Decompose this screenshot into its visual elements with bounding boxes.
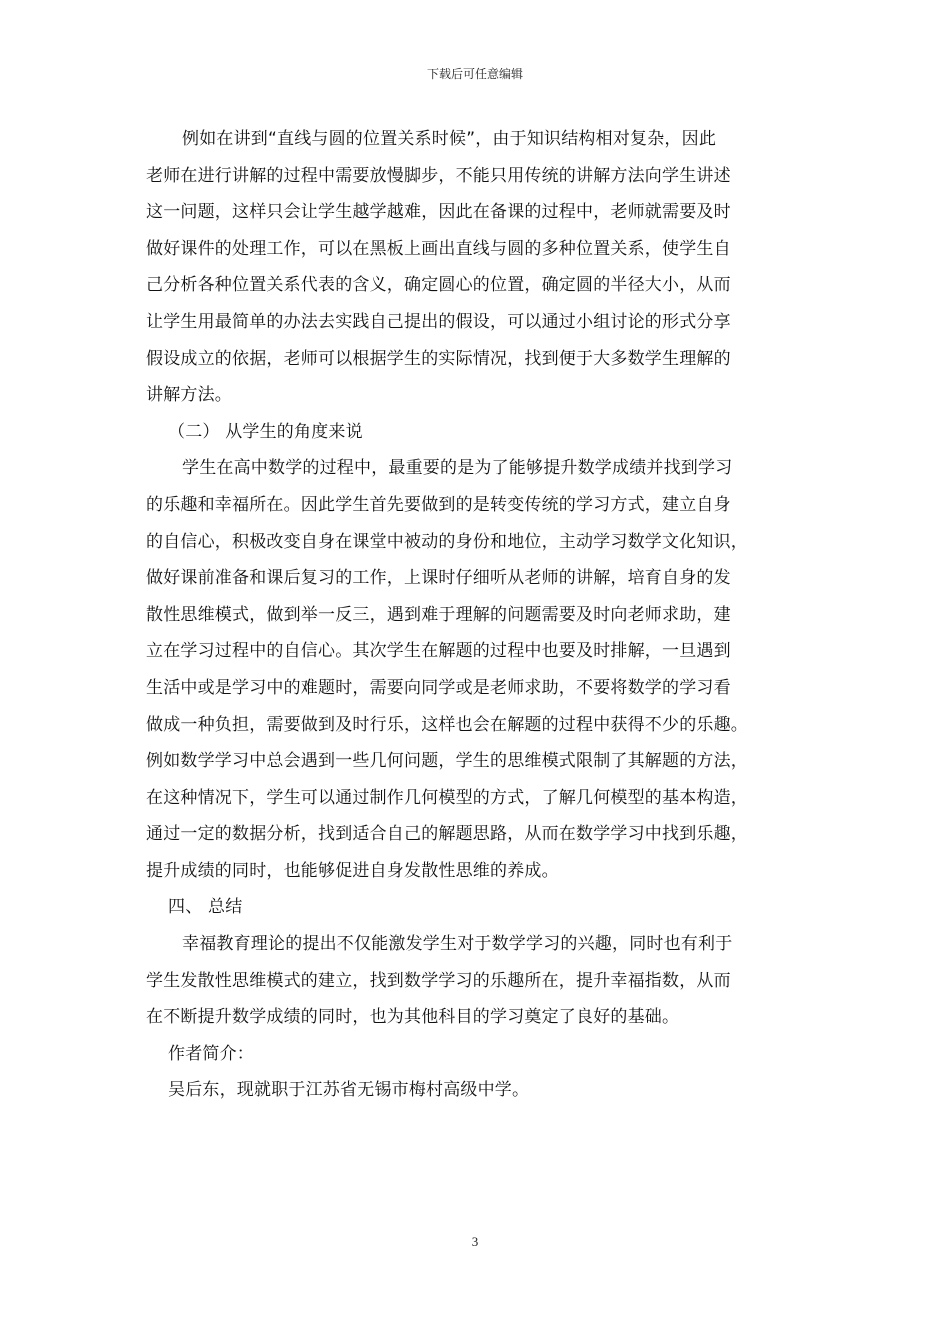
paragraph-line: 在不断提升数学成绩的同时，也为其他科目的学习奠定了良好的基础。 <box>146 1007 680 1028</box>
document-body <box>146 121 818 1109</box>
paragraph-line: 散性思维模式，做到举一反三，遇到难于理解的问题需要及时向老师求助，建 <box>146 604 731 625</box>
paragraph-line: 让学生用最简单的办法去实践自己提出的假设，可以通过小组讨论的形式分享 <box>146 311 731 332</box>
paragraph-line: 的乐趣和幸福所在。因此学生首先要做到的是转变传统的学习方式，建立自身 <box>146 494 731 515</box>
paragraph-line: 在这种情况下，学生可以通过制作几何模型的方式，了解几何模型的基本构造， <box>146 787 748 808</box>
paragraph-line: 做好课前准备和课后复习的工作，上课时仔细听从老师的讲解，培育自身的发 <box>146 568 731 589</box>
paragraph-line: 通过一定的数据分析，找到适合自己的解题思路，从而在数学学习中找到乐趣， <box>146 824 748 845</box>
author-heading: 作者简介： <box>168 1043 254 1064</box>
paragraph-line: 生活中或是学习中的难题时，需要向同学或是老师求助，不要将数学的学习看 <box>146 677 731 698</box>
paragraph-line: 假设成立的依据，老师可以根据学生的实际情况，找到便于大多数学生理解的 <box>146 348 731 369</box>
paragraph-line: 幸福教育理论的提出不仅能激发学生对于数学学习的兴趣，同时也有利于 <box>182 934 733 955</box>
paragraph-line: 这一问题，这样只会让学生越学越难，因此在备课的过程中，老师就需要及时 <box>146 202 731 223</box>
paragraph-line: 老师在进行讲解的过程中需要放慢脚步，不能只用传统的讲解方法向学生讲述 <box>146 165 731 186</box>
paragraph-line: 立在学习过程中的自信心。其次学生在解题的过程中也要及时排解，一旦遇到 <box>146 641 731 662</box>
paragraph-line: 己分析各种位置关系代表的含义，确定圆心的位置，确定圆的半径大小，从而 <box>146 275 731 296</box>
author-info: 吴后东，现就职于江苏省无锡市梅村高级中学。 <box>168 1080 530 1101</box>
paragraph-line: 提升成绩的同时，也能够促进自身发散性思维的养成。 <box>146 860 559 881</box>
paragraph-line: 讲解方法。 <box>146 385 232 406</box>
section-heading: 四、 总结 <box>168 897 243 918</box>
paragraph-line: 例如在讲到“直线与圆的位置关系时候”，由于知识结构相对复杂，因此 <box>182 129 717 149</box>
page-header: 下载后可任意编辑 <box>426 67 523 81</box>
section-heading: （二） 从学生的角度来说 <box>168 421 363 442</box>
paragraph-line: 做好课件的处理工作，可以在黑板上画出直线与圆的多种位置关系，使学生自 <box>146 238 731 259</box>
page-number: 3 <box>471 1234 479 1249</box>
paragraph-line: 的自信心，积极改变自身在课堂中被动的身份和地位，主动学习数学文化知识， <box>146 531 748 552</box>
paragraph-line: 做成一种负担，需要做到及时行乐，这样也会在解题的过程中获得不少的乐趣。 <box>146 714 748 735</box>
paragraph-line: 学生在高中数学的过程中，最重要的是为了能够提升数学成绩并找到学习 <box>182 458 733 479</box>
paragraph-line: 学生发散性思维模式的建立，找到数学学习的乐趣所在，提升幸福指数，从而 <box>146 970 731 991</box>
paragraph-line: 例如数学学习中总会遇到一些几何问题，学生的思维模式限制了其解题的方法， <box>146 751 748 772</box>
